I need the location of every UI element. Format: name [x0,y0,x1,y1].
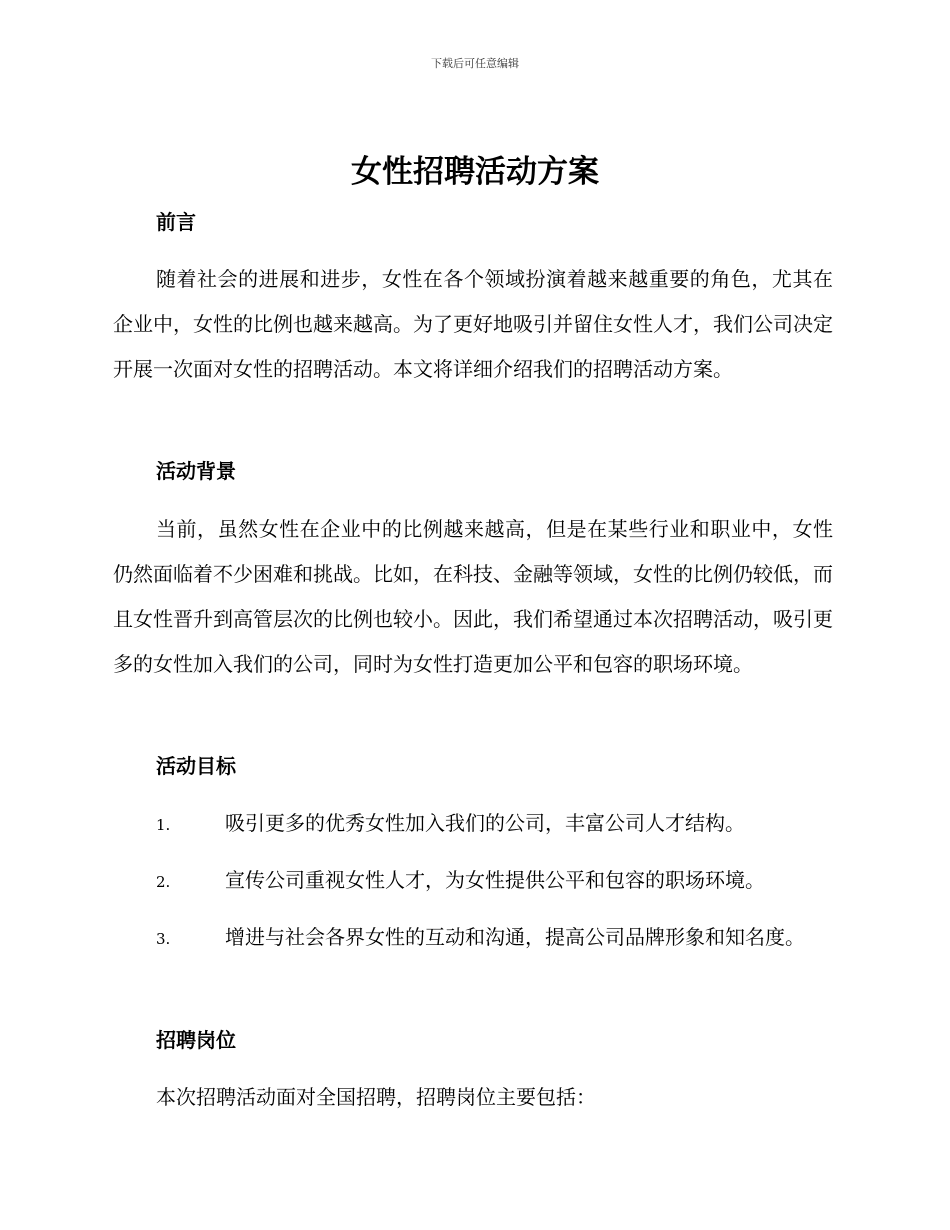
header-note: 下载后可任意编辑 [431,57,519,70]
section-heading-positions: 招聘岗位 [156,1028,236,1052]
list-item-number: 2. [156,873,171,891]
positions-paragraph: 本次招聘活动面对全国招聘，招聘岗位主要包括： [156,1085,596,1109]
section-heading-preface: 前言 [156,210,196,234]
list-item-text: 宣传公司重视女性人才，为女性提供公平和包容的职场环境。 [225,868,765,892]
list-item [113,858,833,905]
preface-paragraph: 随着社会的进展和进步，女性在各个领域扮演着越来越重要的角色，尤其在企业中，女性的比例也越来越高。为了更好地吸引并留住女性人才，我们公司决定开展一次面对女性的招聘活动。本文将详细介绍我们的招聘活动方案。 [113,267,833,381]
list-item-number: 1. [156,816,171,834]
list-item [113,801,833,848]
section-heading-background: 活动背景 [156,459,236,483]
list-item-number: 3. [156,930,171,948]
section-heading-goals: 活动目标 [156,754,236,778]
background-paragraph: 当前，虽然女性在企业中的比例越来越高，但是在某些行业和职业中，女性仍然面临着不少困难和挑战。比如，在科技、金融等领域，女性的比例仍较低，而且女性晋升到高管层次的比例也较小。因此，我们希望通过本次招聘活动，吸引更多的女性加入我们的公司，同时为女性打造更加公平和包容的职场环境。 [113,517,833,676]
list-item-text: 增进与社会各界女性的互动和沟通，提高公司品牌形象和知名度。 [225,925,805,949]
list-item [113,915,833,962]
document-title: 女性招聘活动方案 [351,154,599,190]
list-item-text: 吸引更多的优秀女性加入我们的公司，丰富公司人才结构。 [225,811,745,835]
